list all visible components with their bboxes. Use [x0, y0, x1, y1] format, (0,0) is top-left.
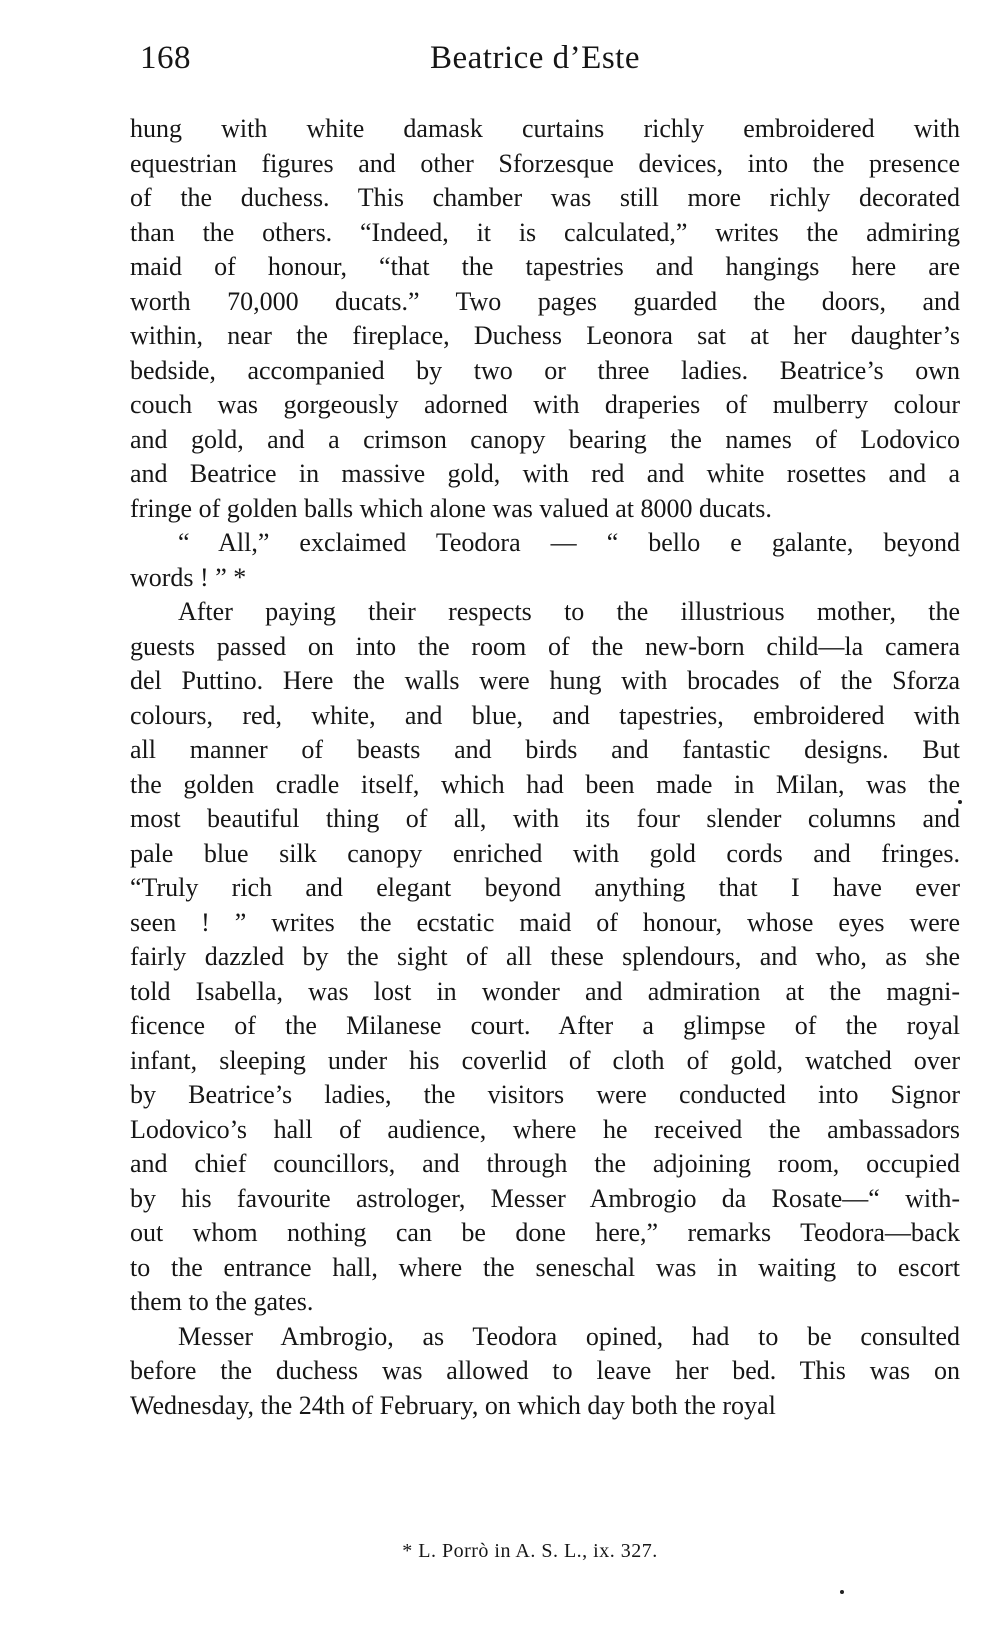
text-line: “ All,” exclaimed Teodora — “ bello e galante, beyond [178, 528, 960, 557]
text-line: seen ! ” writes the ecstatic maid of honour, whose eyes were [130, 907, 960, 937]
text-line: fringe of golden balls which alone was valued at 8000 ducats. [130, 493, 772, 523]
text-line: infant, sleeping under his coverlid of cloth of gold, watched over [130, 1045, 960, 1075]
text-line: words ! ” * [130, 562, 247, 592]
text-line: Lodovico’s hall of audience, where he received the ambassadors [130, 1114, 960, 1144]
print-speck [840, 1590, 844, 1594]
text-line: fairly dazzled by the sight of all these splendours, and who, as she [130, 942, 960, 971]
text-line: within, near the fireplace, Duchess Leonora sat at her daughter’s [130, 321, 960, 350]
text-line: the golden cradle itself, which had been made in Milan, was the [130, 769, 960, 799]
text-line: told Isabella, was lost in wonder and admiration at the magni- [130, 976, 960, 1006]
text-line: them to the gates. [130, 1287, 314, 1316]
text-line: del Puttino. Here the walls were hung with brocades of the Sforza [130, 666, 960, 695]
text-line: by his favourite astrologer, Messer Ambrogio da Rosate—“ with- [130, 1183, 960, 1213]
running-title: Beatrice d’Este [430, 40, 640, 76]
text-line: bedside, accompanied by two or three ladies. Beatrice’s own [130, 355, 960, 385]
paragraph [130, 1320, 960, 1424]
text-line: of the duchess. This chamber was still more richly decorated [130, 183, 960, 212]
paragraph [130, 526, 960, 595]
text-line: “Truly rich and elegant beyond anything that I have ever [130, 873, 960, 902]
text-line: guests passed on into the room of the new-born child—la camera [130, 631, 960, 661]
body-text [130, 112, 960, 1423]
paragraph [130, 595, 960, 1320]
text-line: by Beatrice’s ladies, the visitors were conducted into Signor [130, 1080, 960, 1109]
text-line: Wednesday, the 24th of February, on which day both the royal [130, 1390, 776, 1420]
footnote: * L. Porrò in A. S. L., ix. 327. [402, 1540, 658, 1562]
text-line: couch was gorgeously adorned with draperies of mulberry colour [130, 390, 960, 419]
text-line: and gold, and a crimson canopy bearing the names of Lodovico [130, 424, 960, 454]
text-line: all manner of beasts and birds and fantastic designs. But [130, 735, 960, 764]
page-number: 168 [140, 40, 191, 76]
text-line: ficence of the Milanese court. After a glimpse of the royal [130, 1011, 960, 1040]
text-line: than the others. “Indeed, it is calculated,” writes the admiring [130, 217, 960, 247]
text-line: colours, red, white, and blue, and tapestries, embroidered with [130, 700, 960, 730]
text-line: worth 70,000 ducats.” Two pages guarded the doors, and [130, 286, 960, 316]
page-header [130, 40, 960, 90]
text-line: maid of honour, “that the tapestries and hangings here are [130, 252, 960, 281]
text-line: to the entrance hall, where the seneschal was in waiting to escort [130, 1252, 960, 1282]
text-line: Messer Ambrogio, as Teodora opined, had to be consulted [178, 1321, 960, 1351]
text-line: After paying their respects to the illustrious mother, the [178, 597, 960, 626]
text-line: most beautiful thing of all, with its four slender columns and [130, 804, 960, 833]
text-line: and chief councillors, and through the adjoining room, occupied [130, 1149, 960, 1178]
text-line: equestrian figures and other Sforzesque devices, into the presence [130, 148, 960, 178]
text-line: pale blue silk canopy enriched with gold cords and fringes. [130, 838, 960, 868]
text-line: before the duchess was allowed to leave her bed. This was on [130, 1356, 960, 1385]
text-line: and Beatrice in massive gold, with red and white rosettes and a [130, 459, 960, 488]
text-line: hung with white damask curtains richly embroidered with [130, 114, 960, 143]
print-speck [958, 800, 962, 804]
text-line: out whom nothing can be done here,” remarks Teodora—back [130, 1218, 960, 1247]
paragraph [130, 112, 960, 526]
